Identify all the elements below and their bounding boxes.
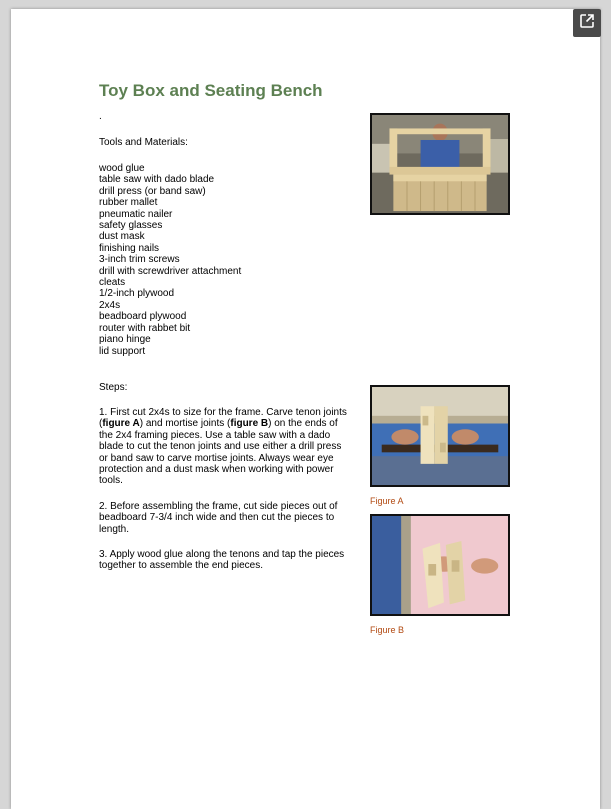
tool-item: lid support xyxy=(99,345,146,357)
tool-item: piano hinge xyxy=(99,334,151,346)
tool-item: 1/2-inch plywood xyxy=(99,288,175,300)
step-1-text xyxy=(99,407,351,487)
open-in-new-button[interactable] xyxy=(573,9,601,37)
tool-item: drill with screwdriver attachment xyxy=(99,265,242,277)
photo-figure-b xyxy=(370,514,510,616)
open-in-new-icon xyxy=(579,13,595,34)
figure-b-ref: figure B xyxy=(230,418,269,430)
step-2-text: 2. Before assembling the frame, cut side pieces out of beadboard 7-3/4 inch wide and then cut the pieces to length. xyxy=(99,501,338,535)
tool-item: 3-inch trim screws xyxy=(99,254,180,266)
tools-header: Tools and Materials: xyxy=(99,137,188,148)
step-1-part-c: ) on the ends of the 2x4 framing pieces. Use a table saw with a dado blade to cut the tenon joints and use either a drill press or band saw to carve mortise joints. Always wear eye protection and a dust mask when working with power tools. xyxy=(99,418,342,487)
step-3-text: 3. Apply wood glue along the tenons and tap the pieces together to assemble the end pieces. xyxy=(99,549,345,572)
tool-item: cleats xyxy=(99,277,126,289)
tools-list xyxy=(99,163,241,357)
page-title: Toy Box and Seating Bench xyxy=(99,81,323,100)
tool-item: table saw with dado blade xyxy=(99,174,215,186)
figure-a-ref: figure A xyxy=(102,418,140,430)
tool-item: pneumatic nailer xyxy=(99,208,173,220)
step-1-part-a: 1. First cut 2x4s to size for the frame. Carve tenon joints ( xyxy=(99,407,347,430)
tool-item: wood glue xyxy=(99,163,145,174)
document-page xyxy=(11,9,600,809)
step-1-part-b: ) and mortise joints ( xyxy=(139,418,231,430)
tool-item: router with rabbet bit xyxy=(99,322,191,334)
tool-item: beadboard plywood xyxy=(99,311,187,323)
photo-toy-box-frame xyxy=(370,113,510,215)
tool-item: finishing nails xyxy=(99,242,160,254)
caption-figure-a: Figure A xyxy=(370,496,404,506)
tool-item: dust mask xyxy=(99,231,145,243)
dot-text: . xyxy=(99,111,102,122)
steps-header: Steps: xyxy=(99,382,128,393)
tool-item: rubber mallet xyxy=(99,197,158,209)
tool-item: safety glasses xyxy=(99,220,163,232)
tool-item: 2x4s xyxy=(99,299,121,311)
caption-figure-b: Figure B xyxy=(370,625,405,635)
tool-item: drill press (or band saw) xyxy=(99,185,206,197)
photo-figure-a xyxy=(370,385,510,487)
